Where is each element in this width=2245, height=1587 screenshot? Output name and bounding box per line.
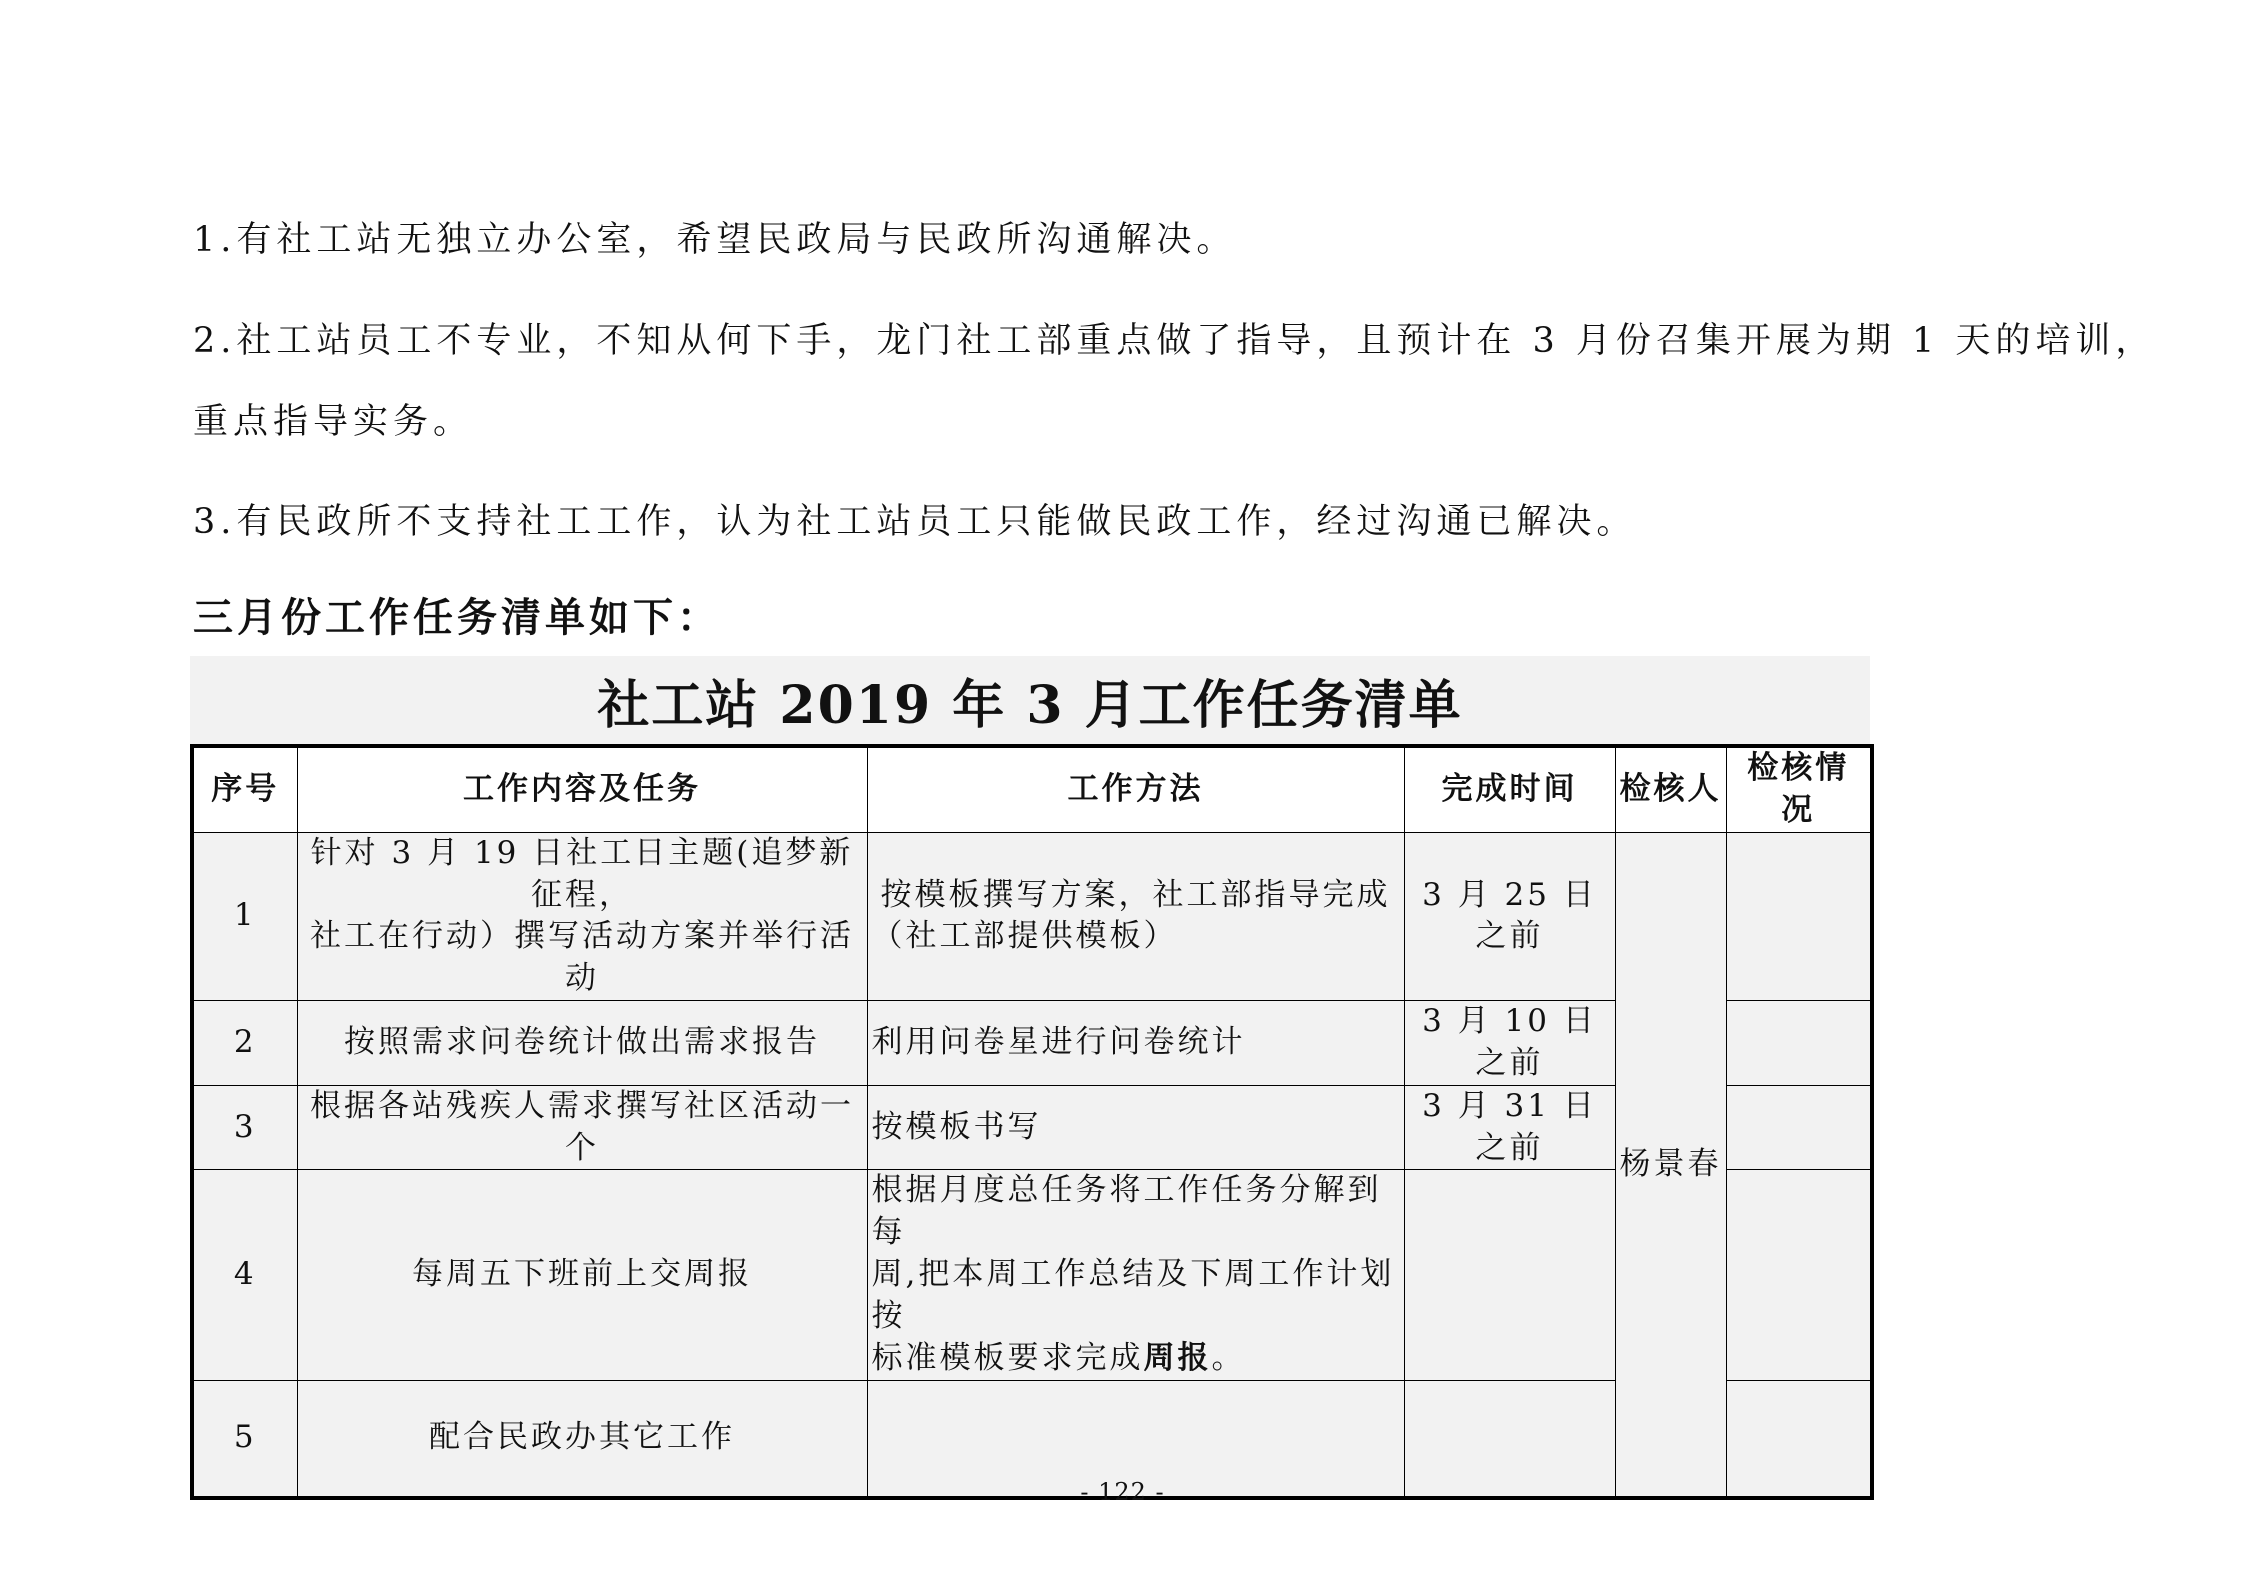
header-method: 工作方法 (867, 746, 1404, 832)
row-2-content: 按照需求问卷统计做出需求报告 (297, 1001, 867, 1086)
row-4-status (1726, 1170, 1872, 1380)
row-1-content (297, 832, 867, 1000)
row-1-method-line-1: 按模板撰写方案，社工部指导完成 (880, 876, 1391, 913)
row-1-status (1726, 832, 1872, 1000)
row-4-method-line-3-suffix: 。 (1211, 1339, 1246, 1376)
row-3-status (1726, 1085, 1872, 1170)
paragraph-2-line-1: 2.社工站员工不专业，不知从何下手，龙门社工部重点做了指导，且预计在 3 月份召集开展为期 1 天的培训， (193, 321, 2156, 361)
reviewer-cell: 杨景春 (1615, 832, 1726, 1498)
row-5-seq: 5 (192, 1380, 297, 1498)
page-number: - 122 - (1080, 1478, 1165, 1506)
row-4-method-line-3-prefix: 标准模板要求完成 (871, 1339, 1144, 1376)
paragraph-1: 1.有社工站无独立办公室，希望民政局与民政所沟通解决。 (193, 220, 1237, 260)
row-4-method-line-1: 根据月度总任务将工作任务分解到每 (871, 1172, 1382, 1251)
table-header-row (192, 746, 1872, 832)
row-1-method-line-2: （社工部提供模板） (871, 918, 1178, 955)
row-3-content: 根据各站残疾人需求撰写社区活动一个 (297, 1085, 867, 1170)
header-time: 完成时间 (1404, 746, 1615, 832)
row-4-method-line-3 (872, 1338, 1400, 1380)
header-seq: 序号 (192, 746, 297, 832)
header-status: 检核情况 (1726, 746, 1872, 832)
task-table (190, 744, 1874, 1500)
header-reviewer: 检核人 (1615, 746, 1726, 832)
table-title-band (190, 656, 1870, 744)
row-2-status (1726, 1001, 1872, 1086)
row-4-method-weekly-report: 周报 (1143, 1339, 1212, 1376)
row-4-content: 每周五下班前上交周报 (297, 1170, 867, 1380)
paragraph-2-line-2: 重点指导实务。 (193, 402, 474, 442)
row-3-method: 按模板书写 (867, 1085, 1404, 1170)
row-1-content-line-1: 针对 3 月 19 日社工日主题(追梦新征程， (310, 834, 854, 913)
row-2-method: 利用问卷星进行问卷统计 (867, 1001, 1404, 1086)
row-4-method-line-2: 周,把本周工作总结及下周工作计划按 (871, 1256, 1395, 1334)
row-4-method (867, 1170, 1404, 1380)
row-2-time: 3 月 10 日之前 (1404, 1001, 1615, 1086)
row-4-time (1404, 1170, 1615, 1380)
row-3-time: 3 月 31 日之前 (1404, 1085, 1615, 1170)
row-4-seq: 4 (192, 1170, 297, 1380)
section-heading: 三月份工作任务清单如下： (193, 595, 721, 641)
table-title: 社工站 2019 年 3 月工作任务清单 (597, 674, 1463, 736)
paragraph-3: 3.有民政所不支持社工工作，认为社工站员工只能做民政工作，经过沟通已解决。 (193, 502, 1637, 542)
row-1-seq: 1 (192, 832, 297, 1000)
header-content: 工作内容及任务 (297, 746, 867, 832)
table-row (192, 832, 1872, 1000)
row-1-time: 3 月 25 日之前 (1404, 832, 1615, 1000)
row-2-seq: 2 (192, 1001, 297, 1086)
row-1-method (867, 832, 1404, 1000)
row-3-seq: 3 (192, 1085, 297, 1170)
row-1-content-line-2: 社工在行动）撰写活动方案并举行活动 (310, 918, 854, 997)
row-5-content: 配合民政办其它工作 (297, 1380, 867, 1498)
